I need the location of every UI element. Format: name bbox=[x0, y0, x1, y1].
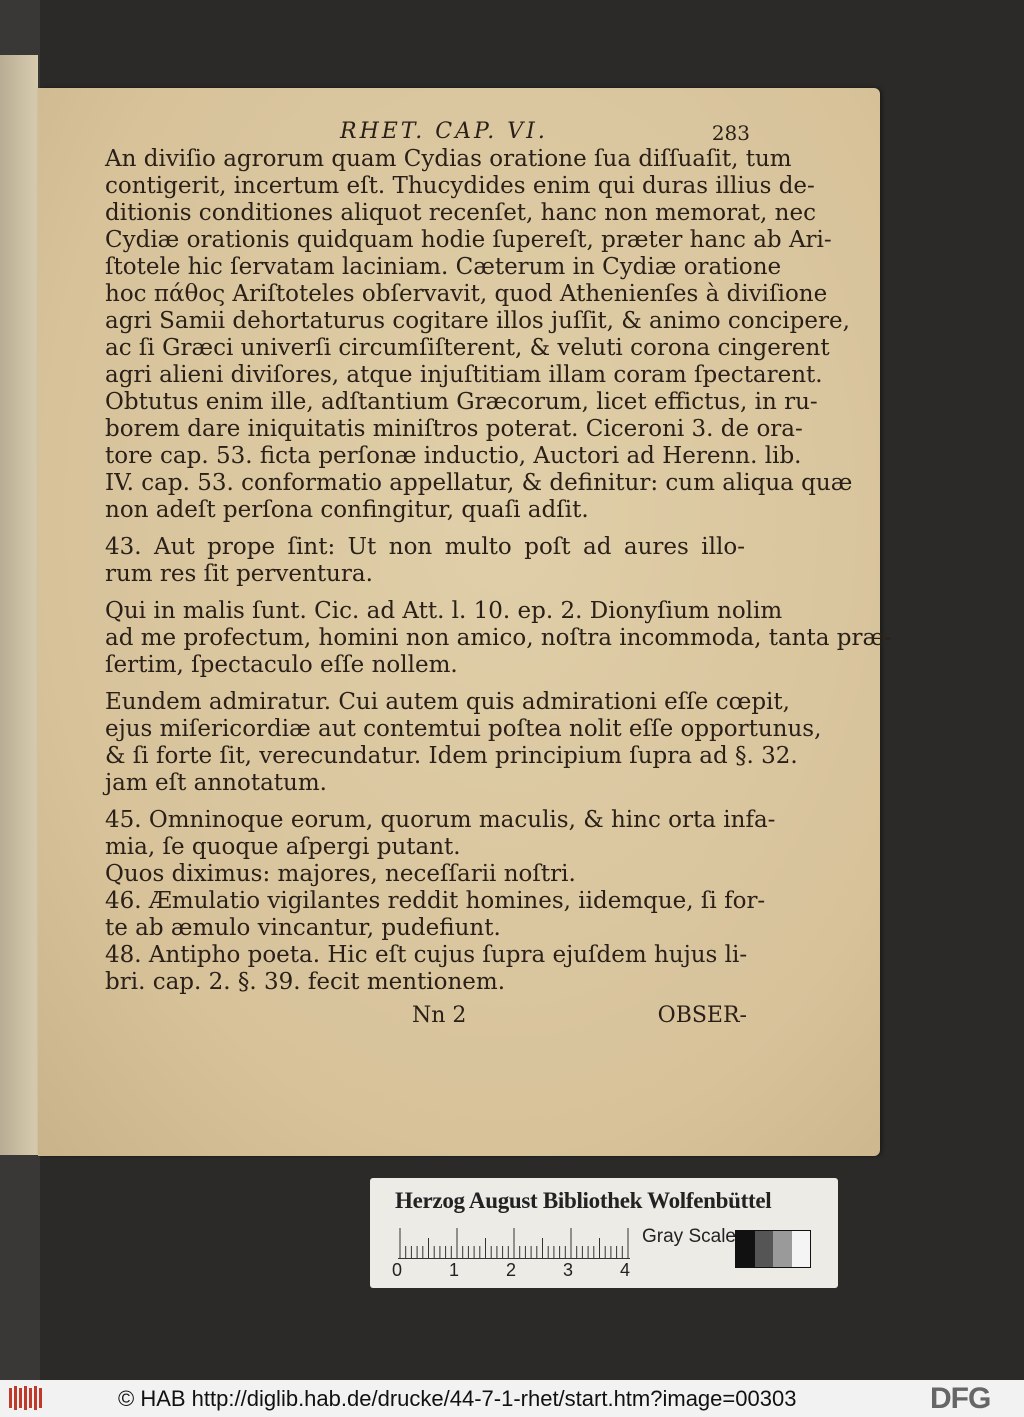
footer-bar bbox=[0, 1380, 1024, 1417]
gray-swatch bbox=[773, 1231, 792, 1267]
text-line: bri. cap. 2. §. 39. fecit mentionem. bbox=[105, 969, 506, 995]
text-line: ſertim, ſpectaculo eſſe nollem. bbox=[105, 652, 458, 678]
gray-scale-swatches bbox=[735, 1230, 811, 1268]
gray-swatch bbox=[792, 1231, 811, 1267]
text-line: 46. Æmulatio vigilantes reddit homines, iidemque, ſi for- bbox=[105, 888, 766, 914]
text-line: ac ſi Græci univerſi circumſiſterent, & veluti corona cingerent bbox=[105, 335, 830, 361]
signature-mark: Nn 2 bbox=[412, 1003, 467, 1028]
dfg-logo: DFG bbox=[930, 1382, 991, 1415]
gray-swatch bbox=[736, 1231, 755, 1267]
running-head: RHET. CAP. VI. bbox=[340, 119, 548, 144]
catchword: OBSER- bbox=[657, 1003, 747, 1028]
library-name: Herzog August Bibliothek Wolfenbüttel bbox=[395, 1188, 772, 1213]
page-text bbox=[105, 118, 892, 996]
ruler-number: 0 bbox=[392, 1260, 403, 1280]
text-line: agri Samii dehortaturus cogitare illos juſſit, & animo concipere, bbox=[105, 308, 850, 334]
text-line: ſtotele hic ſervatam laciniam. Cæterum in Cydiæ oratione bbox=[105, 254, 782, 280]
text-line: ditionis conditiones aliquot recenſet, hanc non memorat, nec bbox=[105, 200, 816, 226]
gray-scale-label: Gray Scale bbox=[642, 1226, 736, 1247]
text-line: & ſi forte ſit, verecundatur. Idem principium ſupra ad §. 32. bbox=[105, 743, 798, 769]
body-lines bbox=[105, 146, 892, 996]
text-line: 43. Aut prope ſint: Ut non multo poſt ad aures illo- bbox=[105, 534, 745, 560]
text-line: ejus miſericordiæ aut contemtui poſtea nolit eſſe opportunus, bbox=[105, 716, 822, 742]
text-line: non adeſt perſona confingitur, quaſi adſit. bbox=[105, 497, 589, 523]
text-line: rum res ſit perventura. bbox=[105, 561, 373, 587]
page-header bbox=[105, 118, 750, 146]
text-line: 45. Omninoque eorum, quorum maculis, & hinc orta infa- bbox=[105, 807, 776, 833]
text-line: tore cap. 53. ficta perſonæ inductio, Auctori ad Herenn. lib. bbox=[105, 443, 802, 469]
text-line: Quos diximus: majores, neceſſarii noſtri. bbox=[105, 861, 576, 887]
ruler-icon bbox=[398, 1228, 630, 1259]
text-line: agri alieni diviſores, atque injuſtitiam illam coram ſpectarent. bbox=[105, 362, 823, 388]
text-line: An diviſio agrorum quam Cydias oratione ſua diſſuaſit, tum bbox=[105, 146, 792, 172]
ruler-number: 2 bbox=[506, 1260, 517, 1280]
text-line: te ab æmulo vincantur, pudefiunt. bbox=[105, 915, 501, 941]
copyright-link[interactable]: © HAB http://diglib.hab.de/drucke/44-7-1-rhet/start.htm?image=00303 bbox=[118, 1386, 797, 1411]
gray-swatch bbox=[755, 1231, 774, 1267]
previous-page-edge bbox=[0, 55, 38, 1155]
hab-logo-icon bbox=[8, 1386, 44, 1410]
text-line: hoc πάθος Ariſtoteles obſervavit, quod Athenienſes à diviſione bbox=[105, 281, 828, 307]
text-line: IV. cap. 53. conformatio appellatur, & definitur: cum aliqua quæ bbox=[105, 470, 853, 496]
ruler-number: 4 bbox=[620, 1260, 631, 1280]
text-line: 48. Antipho poeta. Hic eſt cujus ſupra ejuſdem hujus li- bbox=[105, 942, 748, 968]
text-line: Cydiæ orationis quidquam hodie ſupereſt, præter hanc ab Ari- bbox=[105, 227, 832, 253]
library-color-target bbox=[370, 1178, 838, 1288]
text-line: borem dare iniquitatis miniſtros poterat. Ciceroni 3. de ora- bbox=[105, 416, 803, 442]
ruler-number: 1 bbox=[449, 1260, 460, 1280]
text-line: contigerit, incertum eſt. Thucydides enim qui duras illius de- bbox=[105, 173, 815, 199]
ruler-number: 3 bbox=[563, 1260, 574, 1280]
text-line: jam eſt annotatum. bbox=[105, 770, 327, 796]
text-line: Qui in malis ſunt. Cic. ad Att. l. 10. ep. 2. Dionyſium nolim bbox=[105, 598, 783, 624]
text-line: Obtutus enim ille, adſtantium Græcorum, licet effictus, in ru- bbox=[105, 389, 818, 415]
text-line: ad me profectum, homini non amico, noſtra incommoda, tanta præ- bbox=[105, 625, 892, 651]
text-line: mia, ſe quoque aſpergi putant. bbox=[105, 834, 461, 860]
text-line: Eundem admiratur. Cui autem quis admirationi eſſe cœpit, bbox=[105, 689, 790, 715]
page-number: 283 bbox=[711, 121, 750, 145]
